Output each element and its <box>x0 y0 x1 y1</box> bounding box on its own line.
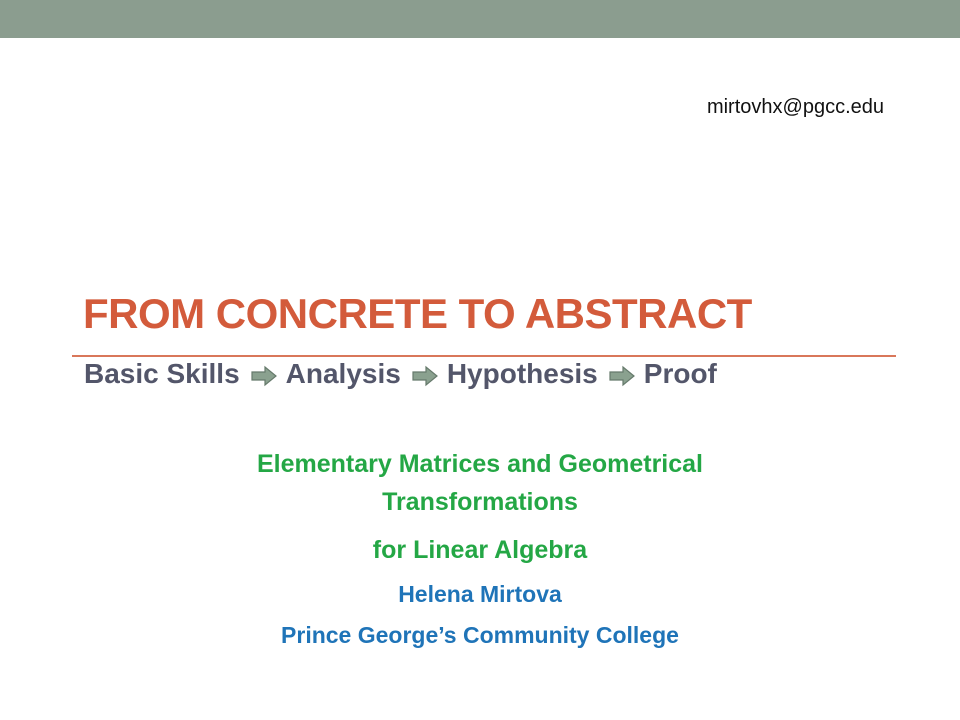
institution-name: Prince George’s Community College <box>281 622 679 648</box>
right-arrow-icon <box>250 364 278 388</box>
step-hypothesis: Hypothesis <box>446 358 598 389</box>
slide-title: FROM CONCRETE TO ABSTRACT <box>83 290 752 337</box>
subtitle-line-3: for Linear Algebra <box>372 536 588 564</box>
step-basic-skills: Basic Skills <box>84 358 240 389</box>
top-bar <box>0 0 960 38</box>
right-arrow-icon <box>608 364 636 388</box>
right-arrow-icon <box>411 364 439 388</box>
step-proof: Proof <box>643 358 717 389</box>
author-name: Helena Mirtova <box>398 581 562 607</box>
subtitle-line-2: Transformations <box>382 488 578 516</box>
email-address: mirtovhx@pgcc.edu <box>706 96 884 118</box>
step-analysis: Analysis <box>285 358 401 389</box>
steps-row <box>84 356 717 392</box>
subtitle-line-1: Elementary Matrices and Geometrical <box>256 450 704 478</box>
